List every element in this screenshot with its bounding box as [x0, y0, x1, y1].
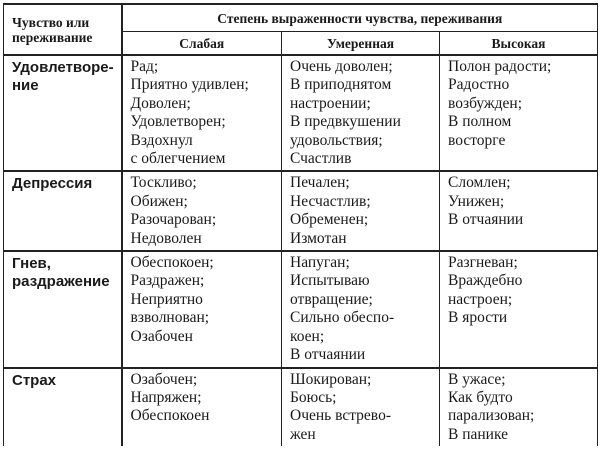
row-feeling-label: Депрессия [4, 171, 122, 251]
cell-moderate: Напуган; Испытываю отвращение; Сильно обеспо- коен; В отчаянии [282, 251, 440, 367]
table-row [4, 55, 598, 171]
cell-high: В ужасе; Как будто парализован; В панике [440, 368, 598, 447]
table-row [4, 368, 598, 447]
row-feeling-label: Страх [4, 368, 122, 447]
cell-weak: Обеспокоен; Раздражен; Неприятно взволнован; Озабочен [122, 251, 282, 367]
row-feeling-label: Удовлетворе- ние [4, 55, 122, 171]
table-row [4, 251, 598, 367]
cell-moderate: Шокирован; Боюсь; Очень встревo- жен [282, 368, 440, 447]
cell-high: Разгневан; Враждебно настроен; В ярости [440, 251, 598, 367]
cell-high: Сломлен; Унижен; В отчаянии [440, 171, 598, 251]
cell-weak: Тоскливо; Обижен; Разочарован; Недоволен [122, 171, 282, 251]
feelings-intensity-table [3, 3, 598, 446]
cell-moderate: Печален; Несчастлив; Обременен; Измотан [282, 171, 440, 251]
header-level-moderate: Умеренная [282, 32, 440, 56]
cell-weak: Рад; Приятно удивлен; Доволен; Удовлетворен; Вздохнул с облегчением [122, 55, 282, 171]
cell-high: Полон радости; Радостно возбужден; В полном восторге [440, 55, 598, 171]
table-row [4, 171, 598, 251]
cell-weak: Озабочен; Напряжен; Обеспокоен [122, 368, 282, 447]
header-level-high: Высокая [440, 32, 598, 56]
header-corner-feeling: Чувство или переживание [4, 4, 122, 55]
header-intensity-title: Степень выраженности чувства, переживания [122, 4, 598, 32]
row-feeling-label: Гнев, раздражение [4, 251, 122, 367]
cell-moderate: Очень доволен; В приподнятом настроении; В предвкушении удовольствия; Счастлив [282, 55, 440, 171]
header-level-weak: Слабая [122, 32, 282, 56]
